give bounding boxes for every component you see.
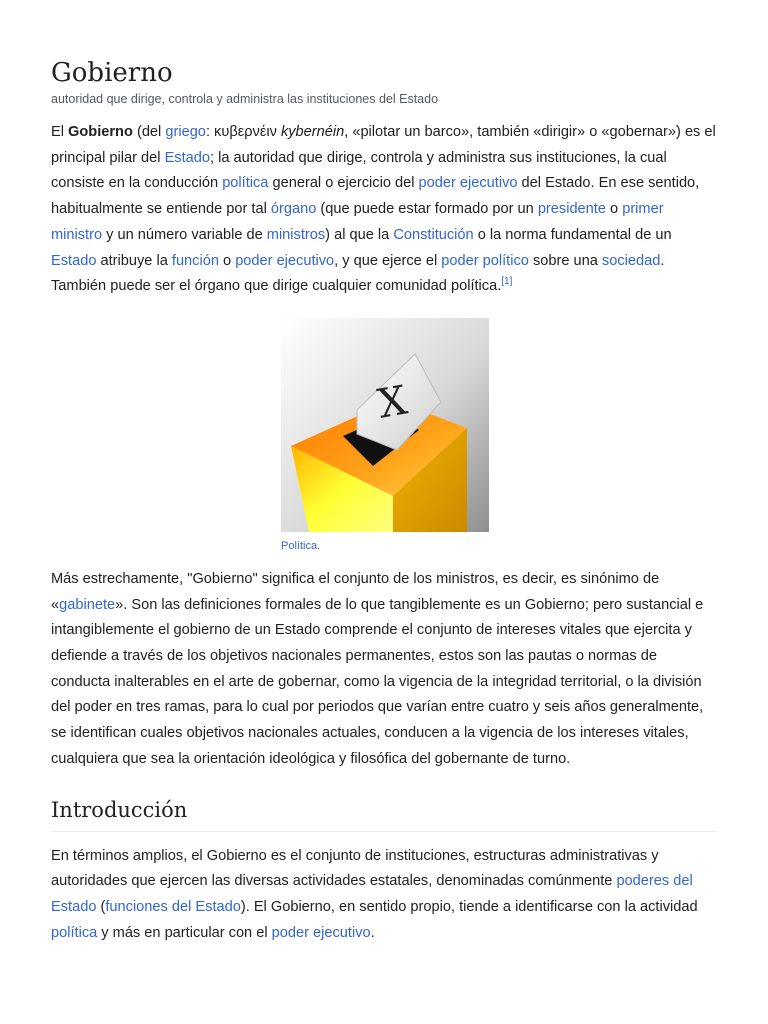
text: general o ejercicio del [268,175,419,192]
link-poder-ejecutivo-3[interactable]: poder ejecutivo [271,924,371,941]
text: ). El Gobierno, en sentido propio, tiende a identificarse con la actividad [240,898,698,915]
link-primer-ministro[interactable]: primer ministro [51,201,664,243]
text: ) al que la [325,226,394,243]
link-poderes-del-estado[interactable]: poderes del Estado [51,873,693,915]
link-ministros[interactable]: ministros [266,226,326,243]
link-griego[interactable]: griego [165,124,206,140]
figure [281,318,489,553]
introduction-paragraph [51,844,717,947]
link-poder-politico[interactable]: poder político [441,252,529,269]
text: : κυβερνέιν [205,124,281,140]
link-poder-ejecutivo[interactable]: poder ejecutivo [418,175,518,192]
text: o [605,201,623,218]
page-title: Gobierno [51,58,173,88]
link-presidente[interactable]: presidente [537,201,606,218]
ballot-box-image[interactable] [281,318,489,532]
text: y más en particular con el [97,924,272,941]
link-sociedad[interactable]: sociedad [601,252,661,269]
ballot-mark: X [374,377,411,428]
link-poder-ejecutivo-2[interactable]: poder ejecutivo [235,252,335,269]
text: y un número variable de [102,226,267,243]
text: o [218,252,236,269]
link-politica[interactable]: política [222,175,269,192]
link-constitucion[interactable]: Constitución [393,226,474,243]
text: atribuye la [96,252,172,269]
link-gabinete[interactable]: gabinete [59,596,116,613]
text: En términos amplios, el Gobierno es el conjunto de instituciones, estructuras administrativas y autoridades que ejercen las diversas actividades estatales, denominadas comúnmente [51,847,659,890]
intro-paragraph [51,120,717,300]
text: , «pilotar un barco», también «dirigir» o «gobernar») es el principal pilar del [51,124,716,166]
text: sobre una [528,252,602,269]
text: (del [132,124,166,140]
bold-term: Gobierno [68,124,133,140]
link-organo[interactable]: órgano [270,201,317,218]
text: del Estado. En ese sentido, habitualmente se entiende por tal [51,175,700,218]
link-funciones-del-estado[interactable]: funciones del Estado [105,898,241,915]
text: . [370,924,375,941]
text: ». Son las definiciones formales de lo que tangiblemente es un Gobierno; pero sustancial e intangiblemente el gobierno de un Estado comprende el conjunto de intereses vitales que ejercita y defiende a través de los objetivos nacionales permanentes, estos son las pautas o normas de conducta inalterables en el arte de gobernar, como la vigencia de la integridad territorial, o la división del poder en tres ramas, para lo cual por periodos que varían entre cuatro y seis años generalmente, se identifican cuales objetivos nacionales actuales, conducen a la vigencia de los intereses vitales, cualquiera que sea la orientación ideológica y filosófica del gobernante de turno. [51,596,704,767]
section-heading-introduccion: Introducción [51,795,717,832]
link-funcion[interactable]: función [171,252,219,269]
text: ( [96,898,106,915]
text: , y que ejerce el [334,252,442,269]
text: o la norma fundamental de un [473,226,672,243]
text: (que puede estar formado por un [316,201,538,218]
link-politica-2[interactable]: política [51,924,98,941]
figure-caption[interactable]: Política. [281,539,321,552]
text: ; la autoridad que dirige, controla y administra sus instituciones, la cual consiste en la conducción [51,149,667,192]
reference-link[interactable]: [1] [501,276,513,288]
text: . También puede ser el órgano que dirige cualquier comunidad política. [51,252,665,295]
text: El [51,124,69,140]
link-estado-2[interactable]: Estado [51,252,97,269]
italic-term: kybernéin [280,124,345,140]
text: Más estrechamente, "Gobierno" significa el conjunto de los ministros, es decir, es sinónimo de « [51,570,660,613]
definition-paragraph [51,567,717,773]
page-subtitle: autoridad que dirige, controla y administra las instituciones del Estado [51,92,439,106]
link-estado[interactable]: Estado [164,149,211,166]
